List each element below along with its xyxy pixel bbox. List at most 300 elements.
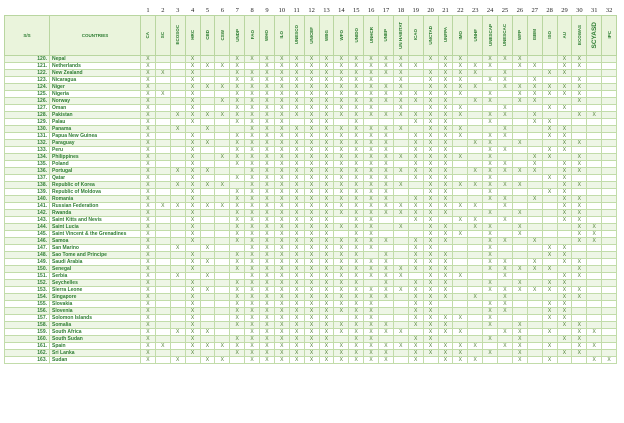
membership-cell: X <box>274 105 289 112</box>
membership-cell: X <box>245 182 260 189</box>
membership-cell <box>230 168 245 175</box>
membership-cell: X <box>334 70 349 77</box>
membership-cell: X <box>438 322 453 329</box>
membership-cell: X <box>274 336 289 343</box>
membership-cell: X <box>453 56 468 63</box>
country-name: Oman <box>50 105 141 112</box>
membership-cell: X <box>304 91 319 98</box>
membership-cell <box>155 161 170 168</box>
membership-cell: X <box>200 63 215 70</box>
membership-cell: X <box>468 168 483 175</box>
membership-cell <box>215 224 230 231</box>
membership-cell: X <box>557 126 572 133</box>
membership-cell: X <box>289 336 304 343</box>
country-name: Rwanda <box>50 210 141 217</box>
membership-cell <box>602 77 617 84</box>
membership-cell: X <box>379 98 394 105</box>
membership-cell <box>215 217 230 224</box>
membership-cell: X <box>304 224 319 231</box>
membership-cell: X <box>334 294 349 301</box>
membership-cell <box>170 322 185 329</box>
header-agency <box>245 16 260 56</box>
header-agency <box>527 16 542 56</box>
membership-cell: X <box>319 224 334 231</box>
country-name: Nicaragua <box>50 77 141 84</box>
membership-cell <box>557 119 572 126</box>
header-agency <box>304 16 319 56</box>
membership-cell: X <box>527 91 542 98</box>
membership-cell <box>512 217 527 224</box>
membership-cell <box>542 210 557 217</box>
membership-cell: X <box>245 154 260 161</box>
membership-cell <box>215 189 230 196</box>
membership-cell: X <box>289 329 304 336</box>
membership-cell: X <box>245 168 260 175</box>
membership-cell <box>557 357 572 364</box>
membership-cell: X <box>334 224 349 231</box>
membership-cell: X <box>260 91 275 98</box>
column-number: 23 <box>471 6 479 14</box>
membership-cell: X <box>141 301 156 308</box>
membership-cell: X <box>304 196 319 203</box>
membership-cell: X <box>319 329 334 336</box>
membership-cell <box>364 252 379 259</box>
membership-cell <box>512 70 527 77</box>
membership-cell <box>453 266 468 273</box>
header-agency-label: UNCTAD <box>428 25 434 45</box>
membership-cell: X <box>438 266 453 273</box>
membership-cell: X <box>423 189 438 196</box>
membership-cell: X <box>379 84 394 91</box>
membership-cell <box>200 175 215 182</box>
membership-cell: X <box>141 259 156 266</box>
membership-cell <box>453 175 468 182</box>
membership-cell: X <box>587 224 602 231</box>
membership-cell: X <box>483 315 498 322</box>
membership-cell <box>379 224 394 231</box>
table-row <box>5 210 617 217</box>
country-name: Papua New Guinea <box>50 133 141 140</box>
membership-cell: X <box>141 315 156 322</box>
membership-cell: X <box>542 329 557 336</box>
membership-cell: X <box>542 287 557 294</box>
membership-cell: X <box>572 294 587 301</box>
country-name: Saint Lucia <box>50 224 141 231</box>
membership-cell: X <box>230 252 245 259</box>
membership-cell <box>557 231 572 238</box>
membership-cell <box>572 245 587 252</box>
membership-cell: X <box>453 315 468 322</box>
country-name: Romania <box>50 196 141 203</box>
membership-cell <box>364 119 379 126</box>
membership-cell: X <box>542 91 557 98</box>
membership-cell <box>379 231 394 238</box>
membership-cell: X <box>289 294 304 301</box>
membership-cell <box>527 315 542 322</box>
table-row <box>5 161 617 168</box>
membership-cell <box>408 105 423 112</box>
membership-cell <box>542 56 557 63</box>
membership-cell: X <box>542 308 557 315</box>
membership-cell <box>438 301 453 308</box>
membership-cell <box>512 189 527 196</box>
country-name: Russian Federation <box>50 203 141 210</box>
membership-cell: X <box>438 287 453 294</box>
membership-cell: X <box>379 189 394 196</box>
membership-cell <box>468 77 483 84</box>
membership-cell: X <box>304 105 319 112</box>
membership-cell <box>170 119 185 126</box>
serial-number: 144. <box>5 224 50 231</box>
membership-cell <box>587 63 602 70</box>
country-name: Samoa <box>50 238 141 245</box>
membership-cell: X <box>304 210 319 217</box>
membership-cell: X <box>423 147 438 154</box>
membership-cell: X <box>557 168 572 175</box>
membership-cell <box>200 210 215 217</box>
membership-cell: X <box>423 343 438 350</box>
membership-cell: X <box>408 287 423 294</box>
membership-cell: X <box>438 259 453 266</box>
serial-number: 139. <box>5 189 50 196</box>
header-agency-label: ISBM <box>532 29 538 41</box>
membership-cell: X <box>141 119 156 126</box>
membership-cell <box>527 224 542 231</box>
membership-cell: X <box>319 147 334 154</box>
membership-cell: X <box>408 301 423 308</box>
membership-cell <box>542 182 557 189</box>
membership-cell: X <box>185 154 200 161</box>
membership-cell <box>542 63 557 70</box>
membership-cell: X <box>141 91 156 98</box>
serial-number: 136. <box>5 168 50 175</box>
membership-cell <box>468 154 483 161</box>
membership-cell: X <box>572 182 587 189</box>
membership-cell: X <box>408 245 423 252</box>
membership-cell: X <box>498 161 513 168</box>
membership-cell: X <box>289 273 304 280</box>
membership-cell <box>453 147 468 154</box>
membership-cell: X <box>185 301 200 308</box>
membership-cell <box>468 189 483 196</box>
membership-cell: X <box>364 84 379 91</box>
membership-cell <box>200 154 215 161</box>
membership-cell: X <box>483 210 498 217</box>
membership-cell: X <box>364 231 379 238</box>
membership-cell: X <box>527 119 542 126</box>
membership-table <box>4 5 617 364</box>
membership-cell: X <box>453 154 468 161</box>
membership-cell <box>527 70 542 77</box>
membership-cell: X <box>260 217 275 224</box>
membership-cell: X <box>423 329 438 336</box>
column-number: 3 <box>176 6 180 14</box>
membership-cell: X <box>319 161 334 168</box>
membership-cell: X <box>438 280 453 287</box>
membership-cell: X <box>141 231 156 238</box>
membership-cell <box>542 336 557 343</box>
membership-cell <box>423 63 438 70</box>
table-row <box>5 70 617 77</box>
membership-cell: X <box>379 329 394 336</box>
membership-cell <box>155 245 170 252</box>
country-name: Senegal <box>50 266 141 273</box>
membership-cell <box>200 280 215 287</box>
membership-cell <box>602 126 617 133</box>
blank-cell <box>50 5 141 16</box>
membership-cell: X <box>349 301 364 308</box>
membership-cell: X <box>393 98 408 105</box>
country-name: Saint Vincent & the Grenadines <box>50 231 141 238</box>
membership-cell: X <box>572 287 587 294</box>
membership-cell: X <box>215 84 230 91</box>
membership-cell <box>587 77 602 84</box>
membership-cell: X <box>438 56 453 63</box>
membership-cell: X <box>557 140 572 147</box>
country-name: Portugal <box>50 168 141 175</box>
membership-cell: X <box>141 147 156 154</box>
membership-cell: X <box>155 91 170 98</box>
membership-cell: X <box>364 301 379 308</box>
membership-cell <box>542 161 557 168</box>
membership-cell <box>438 336 453 343</box>
membership-cell: X <box>557 105 572 112</box>
membership-cell <box>587 175 602 182</box>
membership-cell: X <box>141 252 156 259</box>
membership-cell <box>602 308 617 315</box>
membership-cell <box>170 350 185 357</box>
membership-cell: X <box>364 329 379 336</box>
membership-cell <box>200 133 215 140</box>
membership-cell: X <box>245 133 260 140</box>
serial-number: 150. <box>5 266 50 273</box>
membership-cell: X <box>319 322 334 329</box>
membership-cell <box>200 91 215 98</box>
membership-cell: X <box>319 63 334 70</box>
membership-cell <box>602 91 617 98</box>
membership-cell: X <box>245 315 260 322</box>
membership-cell: X <box>141 203 156 210</box>
membership-cell <box>393 350 408 357</box>
membership-cell: X <box>304 280 319 287</box>
membership-cell: X <box>364 105 379 112</box>
membership-cell: X <box>141 224 156 231</box>
membership-cell: X <box>289 203 304 210</box>
membership-cell: X <box>245 245 260 252</box>
membership-cell <box>498 350 513 357</box>
column-number: 11 <box>293 6 300 14</box>
country-name: Seychelles <box>50 280 141 287</box>
membership-cell <box>572 126 587 133</box>
membership-cell: X <box>483 224 498 231</box>
membership-cell <box>170 343 185 350</box>
table-row <box>5 217 617 224</box>
membership-cell: X <box>334 147 349 154</box>
membership-cell <box>170 140 185 147</box>
column-number: 29 <box>561 6 568 14</box>
membership-cell: X <box>393 287 408 294</box>
membership-cell: X <box>423 119 438 126</box>
membership-cell: X <box>304 245 319 252</box>
membership-cell: X <box>319 133 334 140</box>
membership-cell: X <box>289 224 304 231</box>
membership-cell: X <box>483 63 498 70</box>
membership-cell <box>587 294 602 301</box>
membership-cell: X <box>260 252 275 259</box>
membership-cell: X <box>512 343 527 350</box>
membership-cell: X <box>260 140 275 147</box>
membership-cell <box>334 315 349 322</box>
membership-cell <box>215 119 230 126</box>
country-name: Sao Tome and Principe <box>50 252 141 259</box>
membership-cell <box>542 294 557 301</box>
membership-cell: X <box>468 182 483 189</box>
membership-cell <box>468 91 483 98</box>
membership-cell: X <box>408 350 423 357</box>
membership-cell <box>468 210 483 217</box>
membership-cell: X <box>512 91 527 98</box>
table-row <box>5 63 617 70</box>
membership-cell: X <box>349 63 364 70</box>
membership-cell <box>527 189 542 196</box>
membership-cell <box>155 336 170 343</box>
membership-cell: X <box>274 329 289 336</box>
membership-cell: X <box>498 70 513 77</box>
membership-cell <box>602 252 617 259</box>
membership-cell: X <box>557 280 572 287</box>
membership-cell: X <box>364 98 379 105</box>
table-row <box>5 301 617 308</box>
membership-cell: X <box>334 175 349 182</box>
membership-cell: X <box>572 322 587 329</box>
column-number: 30 <box>576 6 583 14</box>
membership-cell: X <box>245 336 260 343</box>
membership-cell <box>155 189 170 196</box>
membership-cell: X <box>230 105 245 112</box>
membership-cell <box>527 350 542 357</box>
membership-cell: X <box>274 287 289 294</box>
membership-cell <box>483 343 498 350</box>
membership-cell <box>215 315 230 322</box>
membership-cell <box>215 231 230 238</box>
membership-cell <box>587 147 602 154</box>
membership-cell: X <box>185 343 200 350</box>
table-row <box>5 336 617 343</box>
table-row <box>5 350 617 357</box>
membership-cell <box>572 70 587 77</box>
membership-cell: X <box>498 266 513 273</box>
membership-cell <box>468 301 483 308</box>
membership-cell: X <box>453 84 468 91</box>
membership-cell: X <box>557 259 572 266</box>
membership-cell <box>602 70 617 77</box>
membership-cell <box>408 182 423 189</box>
membership-cell: X <box>215 357 230 364</box>
membership-cell: X <box>483 77 498 84</box>
membership-cell <box>170 196 185 203</box>
membership-cell: X <box>393 343 408 350</box>
membership-cell: X <box>260 168 275 175</box>
membership-cell: X <box>334 238 349 245</box>
membership-cell: X <box>557 56 572 63</box>
membership-cell: X <box>304 154 319 161</box>
membership-cell: X <box>349 294 364 301</box>
membership-cell: X <box>260 182 275 189</box>
membership-cell: X <box>468 70 483 77</box>
membership-cell: X <box>215 182 230 189</box>
membership-cell <box>379 119 394 126</box>
membership-cell: X <box>200 245 215 252</box>
membership-cell <box>587 273 602 280</box>
membership-cell <box>498 280 513 287</box>
membership-cell <box>215 210 230 217</box>
membership-cell: X <box>141 63 156 70</box>
membership-cell: X <box>245 224 260 231</box>
membership-cell: X <box>304 77 319 84</box>
membership-cell <box>587 140 602 147</box>
membership-cell: X <box>438 357 453 364</box>
serial-number: 141. <box>5 203 50 210</box>
header-agency <box>498 16 513 56</box>
membership-cell: X <box>141 168 156 175</box>
membership-cell <box>468 133 483 140</box>
membership-cell <box>512 105 527 112</box>
membership-cell: X <box>319 203 334 210</box>
membership-cell <box>498 231 513 238</box>
membership-cell <box>155 266 170 273</box>
membership-cell: X <box>483 231 498 238</box>
membership-cell: X <box>483 308 498 315</box>
membership-cell: X <box>423 196 438 203</box>
membership-cell <box>215 91 230 98</box>
membership-cell: X <box>260 56 275 63</box>
membership-cell: X <box>438 196 453 203</box>
membership-cell: X <box>230 77 245 84</box>
membership-cell <box>602 189 617 196</box>
membership-cell: X <box>230 217 245 224</box>
membership-cell <box>527 217 542 224</box>
membership-cell <box>170 63 185 70</box>
membership-cell: X <box>468 357 483 364</box>
column-number: 14 <box>338 6 345 14</box>
header-agency <box>393 16 408 56</box>
membership-cell: X <box>200 357 215 364</box>
membership-cell: X <box>572 112 587 119</box>
membership-cell: X <box>319 56 334 63</box>
membership-cell: X <box>260 70 275 77</box>
membership-cell: X <box>438 140 453 147</box>
membership-cell: X <box>185 217 200 224</box>
membership-cell <box>393 217 408 224</box>
membership-cell <box>587 322 602 329</box>
membership-cell <box>155 63 170 70</box>
membership-cell: X <box>557 336 572 343</box>
membership-cell: X <box>364 308 379 315</box>
membership-cell: X <box>304 336 319 343</box>
membership-cell <box>483 217 498 224</box>
membership-cell <box>468 126 483 133</box>
membership-cell <box>572 357 587 364</box>
membership-cell <box>379 301 394 308</box>
membership-cell <box>230 182 245 189</box>
table-row <box>5 56 617 63</box>
membership-cell: X <box>498 217 513 224</box>
membership-cell <box>170 105 185 112</box>
membership-cell: X <box>274 357 289 364</box>
membership-cell <box>542 98 557 105</box>
membership-cell: X <box>393 63 408 70</box>
membership-cell: X <box>185 280 200 287</box>
